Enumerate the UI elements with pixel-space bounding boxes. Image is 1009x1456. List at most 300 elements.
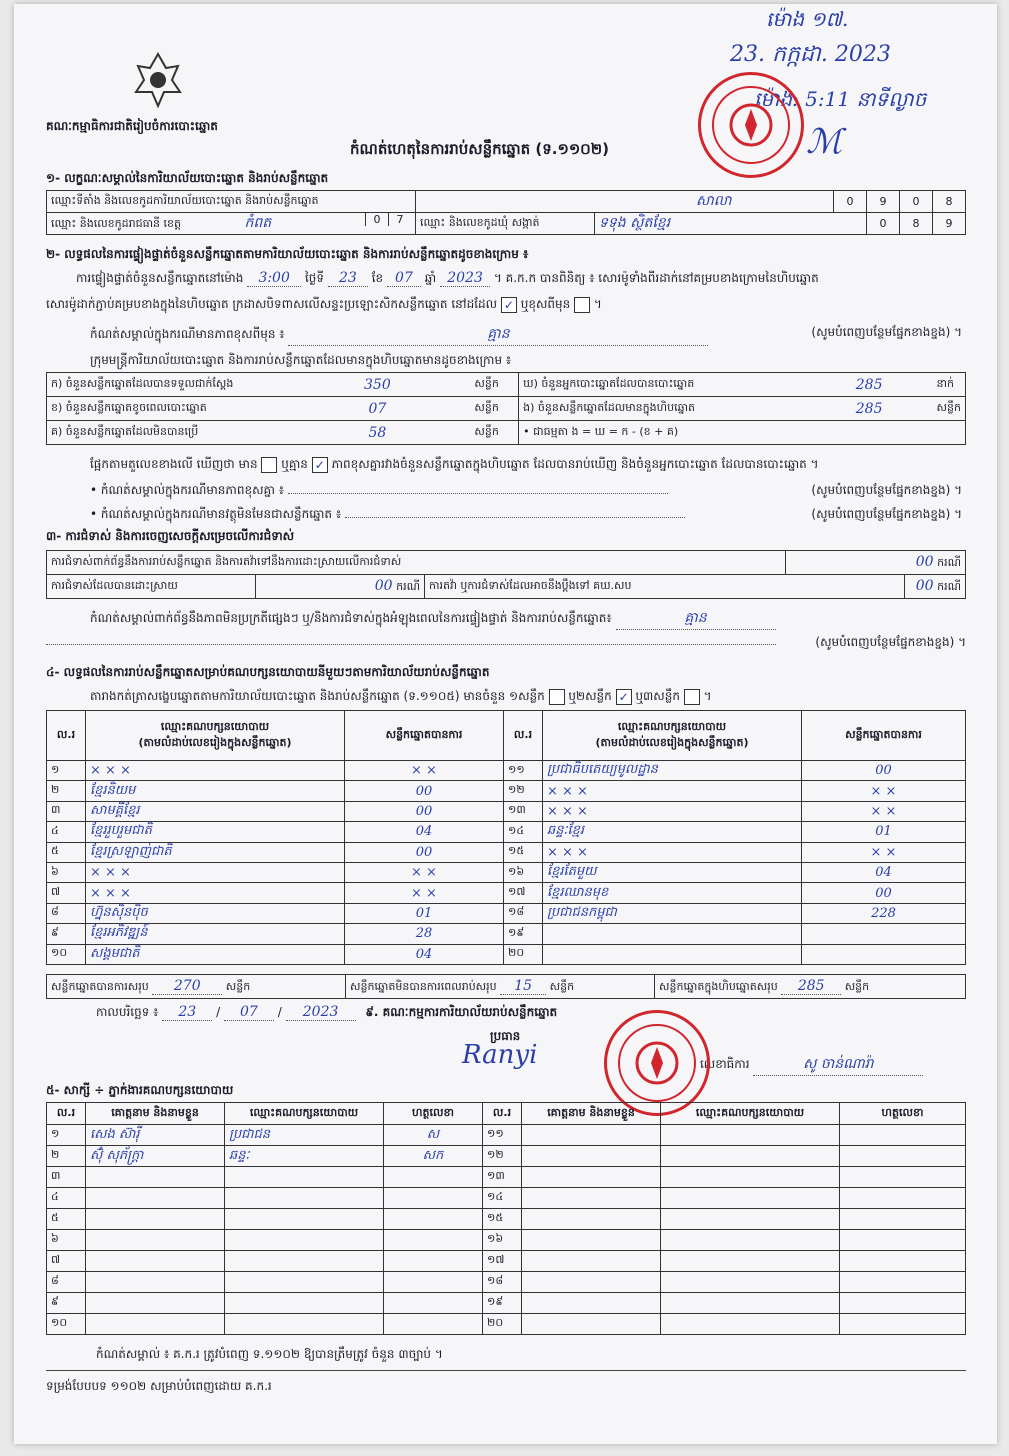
witness-no: ២០ (483, 1314, 522, 1335)
result-votes: × × (345, 883, 504, 903)
witness-no: ១៧ (483, 1251, 522, 1272)
witness-name (86, 1230, 225, 1251)
irregularity-note-label: កំណត់សម្គាល់ពាក់ព័ន្ធនឹងភាពមិនប្រក្រតីផ្សេងៗ ឬ/និងការជំទាស់ក្នុងអំឡុងពេលនៃការផ្ទៀងផ្ទាត់ និងការរាប់សន្លឹកឆ្នោត៖ (90, 611, 612, 625)
witness-signature (384, 1293, 483, 1314)
result-no: ១២ (504, 781, 543, 801)
witness-party (225, 1293, 384, 1314)
witness-no: ១០ (47, 1314, 86, 1335)
witness-name (522, 1167, 661, 1188)
result-party: សង្គមជាតិ (86, 944, 345, 964)
date-day: 23 (162, 1004, 212, 1021)
verify-time-label: ការផ្ទៀងផ្ទាត់ចំនួនសន្លឹកឆ្នោតនៅម៉ោង (76, 271, 244, 285)
section1-heading: ១- លក្ខណៈសម្គាល់នៃការិយាល័យបោះឆ្នោត និងរាប់សន្លឹកឆ្នោត (46, 171, 329, 185)
witness-no: ១ (47, 1125, 86, 1146)
witness-no: ១៨ (483, 1272, 522, 1293)
result-row (47, 842, 966, 862)
result-votes: × × (802, 801, 966, 821)
witness-col-no: ល.រ (483, 1103, 522, 1125)
result-row (47, 801, 966, 821)
result-party: ខ្មែរស្រឡាញ់ជាតិ (86, 842, 345, 862)
count-unit: សន្លឹក (933, 397, 966, 421)
counts-table (46, 372, 966, 445)
final-note: កំណត់សម្គាល់ ៖ គ.ក.រ ត្រូវបំពេញ ទ.១១០២ ឱ្យបានត្រឹមត្រូវ ចំនួន ៣ច្បាប់ ។ (96, 1347, 443, 1361)
witness-name: សេង ស៊ារ៉ី (86, 1125, 225, 1146)
difference-no-label: ឬគ្មាន (281, 457, 308, 471)
appeal-label: ការតវ៉ា ឬការជំទាស់ដែលអាចនឹងប្តឹងទៅ គឃ.សប (425, 575, 905, 599)
signature-top: ℳ (806, 122, 843, 162)
witness-party (225, 1209, 384, 1230)
witness-no: ៤ (47, 1188, 86, 1209)
result-votes: 28 (345, 924, 504, 944)
commune-label: ឈ្មោះ និងលេខកូដឃុំ សង្កាត់ (416, 213, 595, 235)
total-invalid-value: 15 (500, 978, 546, 995)
result-party: ខ្មែរអភិវឌ្ឍន៍ (86, 924, 345, 944)
result-party: ហ្វ៊ុនស៊ិនប៉ិច (86, 903, 345, 923)
witness-name (522, 1251, 661, 1272)
witness-name (522, 1188, 661, 1209)
witness-signature (384, 1167, 483, 1188)
witness-row (47, 1314, 966, 1335)
objection-label: ការជំទាស់ពាក់ព័ន្ធនឹងការរាប់សន្លឹកឆ្នោត និងការតវ៉ាទៅនឹងការដោះស្រាយលើការជំទាស់ (47, 551, 786, 575)
witness-party (661, 1272, 840, 1293)
result-no: ១៨ (504, 903, 543, 923)
footer-text: ទម្រង់បែបបទ ១១០២ សម្រាប់បំពេញដោយ គ.ក.រ (46, 1379, 272, 1393)
witness-name (522, 1209, 661, 1230)
witness-row (47, 1272, 966, 1293)
witness-name (522, 1230, 661, 1251)
emblem-icon (132, 50, 184, 110)
verify-line-2-text: សោរម៉ូដាក់ភ្ជាប់គម្របខាងក្នុងនៃហិបឆ្នោត ក្រដាសបិទពាសលើសន្ទះប្រឡោះសិកសន្លឹកឆ្នោត នៅដដែល (46, 297, 498, 311)
changed-label: ឬខុសពីមុន (520, 297, 571, 311)
province-label: ឈ្មោះ និងលេខកូដរាជធានី ខេត្ត (51, 217, 181, 230)
count-value: 58 (284, 421, 470, 445)
result-votes (802, 944, 966, 964)
two-sheet-label: ឬ២សន្លឹក (568, 689, 612, 703)
witness-row (47, 1209, 966, 1230)
result-no: ១៦ (504, 862, 543, 882)
witness-col-name: គោត្តនាម និងនាមខ្លួន (86, 1103, 225, 1125)
irregularity-note-2 (46, 634, 966, 652)
witness-party (225, 1272, 384, 1293)
unit-label: សន្លឹក (549, 979, 575, 993)
witness-party (661, 1251, 840, 1272)
change-note-line (90, 324, 962, 346)
witness-no: ២ (47, 1146, 86, 1167)
objection-table (46, 550, 966, 599)
witness-name (522, 1272, 661, 1293)
section2-heading: ២- លទ្ធផលនៃការផ្ទៀងផ្ទាត់ចំនួនសន្លឹកឆ្នោតតាមការិយាល័យបោះឆ្នោត និងការរាប់សន្លឹកឆ្នោតដូចខាងក្រោម ៖ (46, 247, 529, 261)
witness-signature (840, 1188, 966, 1209)
witness-col-party: ឈ្មោះគណបក្សនយោបាយ (661, 1103, 840, 1125)
col-no-header: ល.រ (504, 711, 543, 761)
appeal-unit: ករណី (937, 579, 961, 593)
difference-yes-checkbox[interactable] (261, 457, 277, 473)
province-code-digit: 0 (365, 213, 388, 226)
witness-row (47, 1251, 966, 1272)
result-no: ១៩ (504, 924, 543, 944)
verify-month: 07 (387, 270, 421, 287)
difference-line (90, 456, 819, 474)
result-party (543, 944, 802, 964)
count-unit: សន្លឹក (470, 421, 518, 445)
difference-note-label: • កំណត់សម្គាល់ក្នុងករណីមានភាពខុសគ្នា ៖ (90, 483, 285, 497)
result-no: ៣ (47, 801, 86, 821)
result-no: ៩ (47, 924, 86, 944)
count-label: ក) ចំនួនសន្លឹកឆ្នោតដែលបានទទួលជាក់ស្តែង (47, 373, 285, 397)
location-value: សាលា (416, 191, 834, 213)
commune-value: ទទុង ស្ថិតខ្មែរ (595, 213, 867, 235)
count-unit: នាក់ (933, 373, 966, 397)
secretary-line (700, 1054, 923, 1076)
appeal-count: 00 (915, 577, 934, 594)
witness-signature (840, 1314, 966, 1335)
three-sheet-label: ឬ៣សន្លឹក (635, 689, 680, 703)
counts-row (47, 373, 966, 397)
result-no: ៥ (47, 842, 86, 862)
province-code-digit: 7 (388, 213, 411, 226)
year-label: ឆ្នាំ (424, 271, 437, 285)
result-votes: 00 (802, 761, 966, 781)
witness-no: ១៩ (483, 1293, 522, 1314)
result-party: × × × (86, 862, 345, 882)
witness-party (661, 1188, 840, 1209)
result-party: ប្រជាជនកម្ពុជា (543, 903, 802, 923)
province-value: កំពត (244, 215, 272, 231)
section1-table (46, 190, 966, 235)
witness-row (47, 1293, 966, 1314)
witness-col-party: ឈ្មោះគណបក្សនយោបាយ (225, 1103, 384, 1125)
objection-unit: ករណី (937, 555, 961, 569)
result-party: × × × (86, 883, 345, 903)
witness-party (661, 1230, 840, 1251)
fill-hint: (សូមបំពេញបន្ថែមផ្នែកខាងខ្នង) ។ (811, 325, 962, 339)
difference-note (90, 482, 962, 500)
col-party-header: ឈ្មោះគណបក្សនយោបាយ (160, 719, 270, 733)
witness-signature (840, 1146, 966, 1167)
witness-row (47, 1230, 966, 1251)
counts-intro: ក្រុមមន្ត្រីការិយាល័យបោះឆ្នោត និងការរាប់សន្លឹកឆ្នោតដែលមានក្នុងហិបឆ្នោតមានដូចខាងក្រោម ៖ (90, 353, 512, 367)
result-votes: × × (802, 781, 966, 801)
witness-no: ៨ (47, 1272, 86, 1293)
difference-has-label: ផ្អែកតាមតួលេខខាងលើ ឃើញថា មាន (90, 457, 258, 471)
witness-party: ប្រជាជន (225, 1125, 384, 1146)
result-no: ២០ (504, 944, 543, 964)
location-code-digit: 0 (900, 191, 933, 213)
location-code-digit: 0 (834, 191, 867, 213)
witness-party (661, 1125, 840, 1146)
result-no: ២ (47, 781, 86, 801)
result-votes: 00 (345, 842, 504, 862)
result-votes: × × (345, 862, 504, 882)
difference-text: ភាពខុសគ្នារវាងចំនួនសន្លឹកឆ្នោតក្នុងហិបឆ្នោត ដែលបានរាប់ឃើញ និងចំនួនអ្នកបោះឆ្នោត ដែលបានបោះឆ្នោត ។ (331, 457, 819, 471)
witness-signature (384, 1230, 483, 1251)
witness-signature (840, 1230, 966, 1251)
irregularity-note-value: គ្មាន (616, 608, 776, 630)
day-label: ថ្ងៃទី (305, 271, 325, 285)
result-party: សាមគ្គីខ្មែរ (86, 801, 345, 821)
commune-code-digit: 0 (867, 213, 900, 235)
result-votes: 01 (345, 903, 504, 923)
witness-party: ឆន្ទៈ (225, 1146, 384, 1167)
secretary-name: សូ ចាន់ណារ៉ា (753, 1054, 923, 1076)
witness-signature (840, 1293, 966, 1314)
total-inbox-label: សន្លឹកឆ្នោតក្នុងហិបឆ្នោតសរុប (659, 979, 778, 993)
handwritten-note-1: ម៉ោង ១៧. (766, 7, 849, 31)
change-note-label: កំណត់សម្គាល់ក្នុងករណីមានភាពខុសពីមុន ៖ (90, 327, 285, 341)
witness-name (86, 1293, 225, 1314)
total-valid-value: 270 (152, 978, 222, 995)
witness-name: ស៊ុំ សុភ័ក្ត្រា (86, 1146, 225, 1167)
witness-signature (384, 1188, 483, 1209)
result-votes: × × (345, 761, 504, 781)
section4-heading: ៤- លទ្ធផលនៃការរាប់សន្លឹកឆ្នោតសម្រាប់គណបក្សនយោបាយនីមួយៗតាមការិយាល័យរាប់សន្លឹកឆ្នោត (46, 665, 490, 679)
commune-code-digit: 9 (933, 213, 966, 235)
witness-col-no: ល.រ (47, 1103, 86, 1125)
result-party: ប្រជាធិបតេយ្យមូលដ្ឋាន (543, 761, 802, 781)
count-value: 350 (284, 373, 470, 397)
witness-row (47, 1125, 966, 1146)
witness-party (225, 1251, 384, 1272)
witness-signature: ស (384, 1125, 483, 1146)
result-no: ៧ (47, 883, 86, 903)
col-votes-header: សន្លឹកឆ្នោតបានការ (802, 711, 966, 761)
verify-line-1 (76, 270, 819, 288)
two-sheet-checkbox[interactable]: ✓ (616, 689, 632, 705)
count-label: ខ) ចំនួនសន្លឹកឆ្នោតខូចពេលបោះឆ្នោត (47, 397, 285, 421)
result-no: ១ (47, 761, 86, 781)
result-party: × × × (86, 761, 345, 781)
date-line: កាលបរិច្ឆេទ ៖ 23 / 07 / 2023 ៩. គណៈកម្មការការិយាល័យរាប់សន្លឹកឆ្នោត (96, 1004, 558, 1020)
form-title: កំណត់ហេតុនៃការរាប់សន្លឹកឆ្នោត (ទ.១១០២) (350, 140, 610, 158)
witness-party (661, 1167, 840, 1188)
result-no: ៨ (47, 903, 86, 923)
irregularity-note (90, 608, 776, 630)
count-formula: • ជាធម្មតា ង = ឃ = ក - (ខ + គ) (519, 421, 966, 445)
result-row (47, 862, 966, 882)
location-code-digit: 8 (933, 191, 966, 213)
committee-label: ៩. គណៈកម្មការការិយាល័យរាប់សន្លឹកឆ្នោត (365, 1005, 558, 1019)
summary-sheet-label: តារាងកត់ត្រាសង្ខេបឆ្នោតតាមការិយាល័យបោះឆ្នោត និងរាប់សន្លឹកឆ្នោត (ទ.១១០៥) មានចំនួន ១សន្លឹក (90, 689, 545, 703)
witness-no: ៥ (47, 1209, 86, 1230)
counts-row (47, 421, 966, 445)
witness-signature (384, 1209, 483, 1230)
count-label: ង) ចំនួនសន្លឹកឆ្នោតដែលមានក្នុងហិបឆ្នោត (519, 397, 806, 421)
witness-col-sign: ហត្ថលេខា (840, 1103, 966, 1125)
totals-table (46, 974, 966, 999)
count-unit: សន្លឹក (470, 397, 518, 421)
result-no: ៤ (47, 822, 86, 842)
summary-sheet-line: តារាងកត់ត្រាសង្ខេបឆ្នោតតាមការិយាល័យបោះឆ្នោត និងរាប់សន្លឹកឆ្នោត (ទ.១១០៥) មានចំនួន ១សន្លឹក ឬ២សន្លឹក ✓ ឬ៣សន្លឹក ។ (90, 689, 712, 704)
fill-hint: (សូមបំពេញបន្ថែមផ្នែកខាងខ្នង) ។ (815, 635, 966, 649)
witness-name (86, 1188, 225, 1209)
witness-no: ៦ (47, 1230, 86, 1251)
total-invalid-label: សន្លឹកឆ្នោតមិនបានការពេលរាប់សរុប (350, 979, 497, 993)
col-votes-header: សន្លឹកឆ្នោតបានការ (345, 711, 504, 761)
official-seal-top (698, 72, 804, 178)
verify-line-2: សោរម៉ូដាក់ភ្ជាប់គម្របខាងក្នុងនៃហិបឆ្នោត ក្រដាសបិទពាសលើសន្ទះប្រឡោះសិកសន្លឹកឆ្នោត នៅដដែល ✓ ឬខុសពីមុន ។ (46, 297, 602, 312)
result-row (47, 781, 966, 801)
verify-year: 2023 (440, 270, 490, 287)
witness-name (522, 1314, 661, 1335)
result-party: ខ្មែរនិយម (86, 781, 345, 801)
result-party: × × × (543, 842, 802, 862)
witness-no: ៩ (47, 1293, 86, 1314)
result-row (47, 903, 966, 923)
witness-row (47, 1146, 966, 1167)
witness-no: ១៦ (483, 1230, 522, 1251)
three-sheet-checkbox[interactable] (684, 689, 700, 705)
witness-party (225, 1314, 384, 1335)
result-votes: 01 (802, 822, 966, 842)
witness-party (225, 1188, 384, 1209)
witness-party (225, 1230, 384, 1251)
org-name: គណៈកម្មាធិការជាតិរៀបចំការបោះឆ្នោត (46, 119, 218, 133)
one-sheet-checkbox[interactable] (549, 689, 565, 705)
commune-code-digit: 8 (900, 213, 933, 235)
witness-name (86, 1209, 225, 1230)
witness-party (661, 1146, 840, 1167)
result-party: ឆន្ទៈខ្មែរ (543, 822, 802, 842)
result-row (47, 883, 966, 903)
change-note-value: គ្មាន (288, 324, 708, 346)
count-unit: សន្លឹក (470, 373, 518, 397)
handwritten-date: 23. កក្កដា. 2023 (730, 42, 891, 67)
counts-row (47, 397, 966, 421)
month-label: ខែ (371, 271, 384, 285)
section5-heading: ៥- សាក្សី ÷ ភ្នាក់ងារគណបក្សនយោបាយ (46, 1083, 234, 1097)
witness-no: ១៤ (483, 1188, 522, 1209)
witness-no: ១២ (483, 1146, 522, 1167)
witness-party (661, 1209, 840, 1230)
result-no: ១៣ (504, 801, 543, 821)
witness-row (47, 1167, 966, 1188)
count-value: 285 (806, 373, 933, 397)
footer-divider (46, 1370, 966, 1371)
col-party-header: ឈ្មោះគណបក្សនយោបាយ (617, 719, 727, 733)
difference-no-checkbox[interactable]: ✓ (312, 457, 328, 473)
chair-signature: Ranyi (462, 1040, 538, 1070)
result-no: ៦ (47, 862, 86, 882)
result-votes: 00 (345, 801, 504, 821)
count-label: គ) ចំនួនសន្លឹកឆ្នោតដែលមិនបានប្រើ (47, 421, 285, 445)
result-row (47, 822, 966, 842)
result-votes: 04 (802, 862, 966, 882)
form-paper (14, 4, 997, 1444)
result-no: ១១ (504, 761, 543, 781)
unit-label: សន្លឹក (225, 979, 251, 993)
witness-signature (840, 1209, 966, 1230)
result-votes: 00 (345, 781, 504, 801)
witness-no: ៣ (47, 1167, 86, 1188)
results-table (46, 710, 966, 965)
result-row (47, 944, 966, 964)
witness-table (46, 1102, 966, 1335)
objection-count: 00 (915, 553, 934, 570)
result-party: × × × (543, 801, 802, 821)
result-no: ១៥ (504, 842, 543, 862)
witness-no: ១១ (483, 1125, 522, 1146)
witness-row (47, 1188, 966, 1209)
witness-signature (840, 1251, 966, 1272)
changed-checkbox[interactable] (574, 297, 590, 313)
count-label: ឃ) ចំនួនអ្នកបោះឆ្នោតដែលបានបោះឆ្នោត (519, 373, 806, 397)
witness-signature (840, 1125, 966, 1146)
witness-signature (384, 1272, 483, 1293)
witness-name (522, 1293, 661, 1314)
result-votes: 00 (802, 883, 966, 903)
result-votes: 04 (345, 822, 504, 842)
result-party: ខ្មែររួបរួមជាតិ (86, 822, 345, 842)
resolved-unit: ករណី (396, 579, 420, 593)
witness-signature (840, 1167, 966, 1188)
total-inbox-value: 285 (781, 978, 841, 995)
witness-name (522, 1125, 661, 1146)
verify-line-1-rest: ។ គ.ក.ក បានពិនិត្យ ៖ សោរម៉ូទាំងពីរដាក់នៅគម្របខាងក្រោមនៃហិបឆ្នោត (493, 271, 819, 285)
verify-day: 23 (328, 270, 368, 287)
location-label: ឈ្មោះទីតាំង និងលេខកូដការិយាល័យបោះឆ្នោត និងរាប់សន្លឹកឆ្នោត (47, 191, 416, 213)
witness-signature (384, 1314, 483, 1335)
witness-party (225, 1167, 384, 1188)
fill-hint: (សូមបំពេញបន្ថែមផ្នែកខាងខ្នង) ។ (811, 483, 962, 497)
witness-signature (384, 1251, 483, 1272)
witness-party (661, 1314, 840, 1335)
col-party-subheader: (តាមលំដាប់លេខរៀងក្នុងសន្លឹកឆ្នោត) (138, 735, 292, 749)
resolved-label: ការជំទាស់ដែលបានដោះស្រាយ (47, 575, 256, 599)
col-no-header: ល.រ (47, 711, 86, 761)
result-party (543, 924, 802, 944)
date-year: 2023 (286, 1004, 356, 1021)
witness-signature (840, 1272, 966, 1293)
result-party: ខ្មែរតែមួយ (543, 862, 802, 882)
fill-hint: (សូមបំពេញបន្ថែមផ្នែកខាងខ្នង) ។ (811, 507, 962, 521)
result-no: ១០ (47, 944, 86, 964)
witness-name (86, 1167, 225, 1188)
result-no: ១៤ (504, 822, 543, 842)
witness-name (86, 1272, 225, 1293)
official-seal-bottom (604, 1010, 710, 1116)
result-party: × × × (543, 781, 802, 801)
count-value: 285 (806, 397, 933, 421)
result-row (47, 924, 966, 944)
chair-label: ប្រធាន (490, 1029, 521, 1043)
non-ballot-note (90, 506, 962, 524)
unit-label: សន្លឹក (844, 979, 870, 993)
non-ballot-note-label: • កំណត់សម្គាល់ក្នុងករណីមានវត្ថុមិនមែនជាសន្លឹកឆ្នោត ៖ (90, 507, 342, 521)
witness-col-name: គោត្តនាម និងនាមខ្លួន (522, 1103, 661, 1125)
result-no: ១៧ (504, 883, 543, 903)
witness-party (661, 1293, 840, 1314)
resolved-count: 00 (374, 577, 393, 594)
result-votes: 04 (345, 944, 504, 964)
unchanged-checkbox[interactable]: ✓ (501, 297, 517, 313)
result-votes: 228 (802, 903, 966, 923)
total-valid-label: សន្លឹកឆ្នោតបានការសរុប (51, 979, 149, 993)
witness-col-sign: ហត្ថលេខា (384, 1103, 483, 1125)
witness-name (86, 1251, 225, 1272)
witness-no: ១៥ (483, 1209, 522, 1230)
witness-name (522, 1146, 661, 1167)
result-votes: × × (802, 842, 966, 862)
section3-heading: ៣- ការជំទាស់ និងការចេញសេចក្តីសម្រេចលើការជំទាស់ (46, 529, 295, 543)
witness-no: ៧ (47, 1251, 86, 1272)
col-party-subheader: (តាមលំដាប់លេខរៀងក្នុងសន្លឹកឆ្នោត) (595, 735, 749, 749)
handwritten-time: ម៉ោង: 5:11 នាទីល្ងាច (754, 87, 927, 111)
result-party: ខ្មែរឈានមុខ (543, 883, 802, 903)
result-votes (802, 924, 966, 944)
count-value: 07 (284, 397, 470, 421)
witness-name (86, 1314, 225, 1335)
witness-signature: សក (384, 1146, 483, 1167)
